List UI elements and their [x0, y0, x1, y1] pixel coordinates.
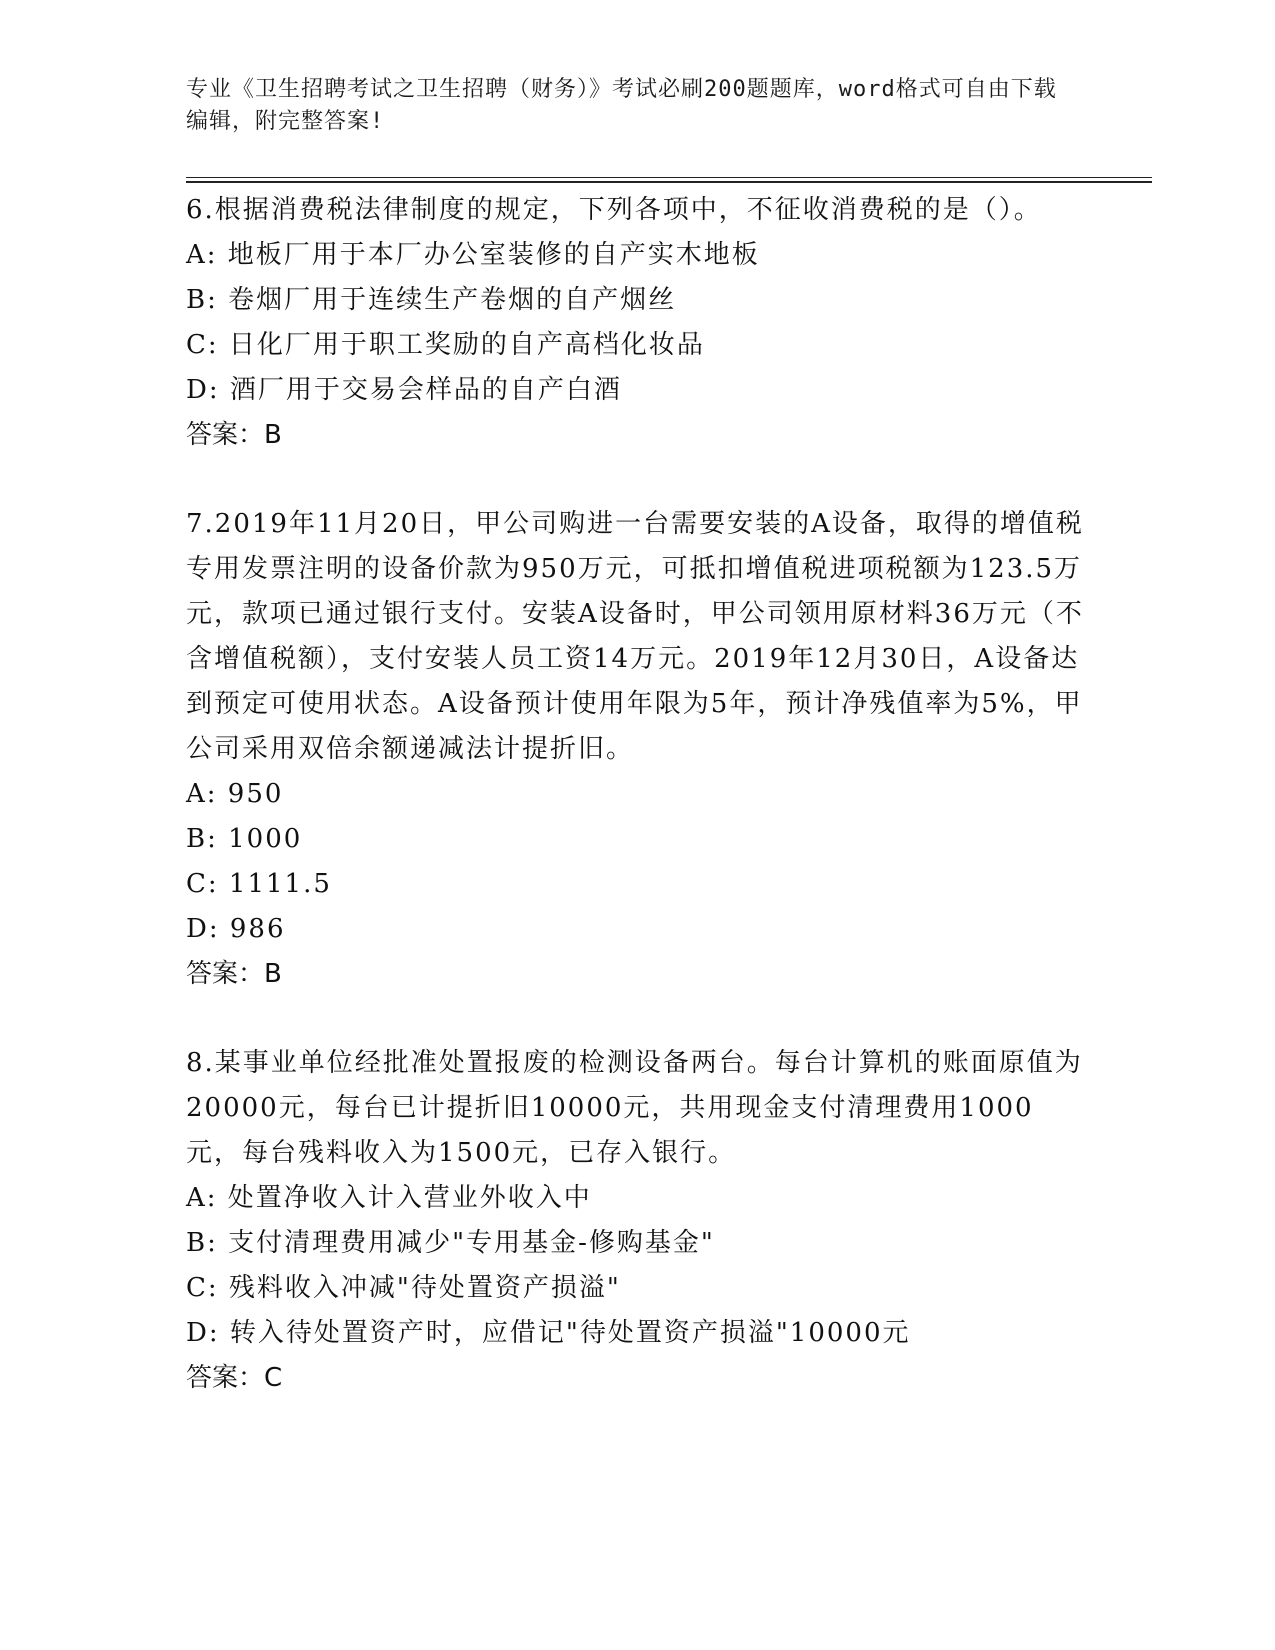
question-stem: 7.2019年11月20日，甲公司购进一台需要安装的A设备，取得的增值税专用发票注明的设备价款为950万元，可抵扣增值税进项税额为123.5万元，款项已通过银行支付。安装A设备时，甲公司领用原材料36万元（不含增值税额），支付安装人员工资14万元。2019年12月30日，A设备达到预定可使用状态。A设备预计使用年限为5年，预计净残值率为5%，甲公司采用双倍余额递减法计提折旧。 [186, 509, 1084, 764]
option-c: C: 残料收入冲减"待处置资产损溢" [186, 1273, 621, 1303]
header-divider-bottom [186, 181, 1152, 183]
header-divider-top [186, 177, 1152, 178]
option-c: C: 日化厂用于职工奖励的自产高档化妆品 [186, 330, 705, 360]
answer-line: 答案：C [186, 1363, 283, 1393]
question-stem: 6.根据消费税法律制度的规定，下列各项中，不征收消费税的是（）。 [186, 195, 1042, 225]
answer-line: 答案：B [186, 420, 282, 450]
option-b: B: 1000 [186, 824, 303, 854]
option-c: C: 1111.5 [186, 869, 332, 899]
option-d: D: 酒厂用于交易会样品的自产白酒 [186, 375, 622, 405]
question-8 [186, 1041, 1086, 1401]
option-a: A: 950 [186, 779, 284, 809]
question-6 [186, 188, 1086, 458]
option-d: D: 986 [186, 914, 286, 944]
answer-line: 答案：B [186, 959, 282, 989]
question-7 [186, 502, 1086, 997]
option-a: A: 地板厂用于本厂办公室装修的自产实木地板 [186, 240, 760, 270]
question-stem: 8.某事业单位经批准处置报废的检测设备两台。每台计算机的账面原值为20000元，每台已计提折旧10000元，共用现金支付清理费用1000元，每台残料收入为1500元，已存入银行。 [186, 1048, 1083, 1168]
option-a: A: 处置净收入计入营业外收入中 [186, 1183, 592, 1213]
option-d: D: 转入待处置资产时，应借记"待处置资产损溢"10000元 [186, 1318, 911, 1348]
document-header: 专业《卫生招聘考试之卫生招聘（财务）》考试必刷200题题库，word格式可自由下载编辑，附完整答案! [186, 77, 1057, 134]
question-list [186, 188, 1086, 1401]
option-b: B: 支付清理费用减少"专用基金-修购基金" [186, 1228, 715, 1258]
option-b: B: 卷烟厂用于连续生产卷烟的自产烟丝 [186, 285, 677, 315]
